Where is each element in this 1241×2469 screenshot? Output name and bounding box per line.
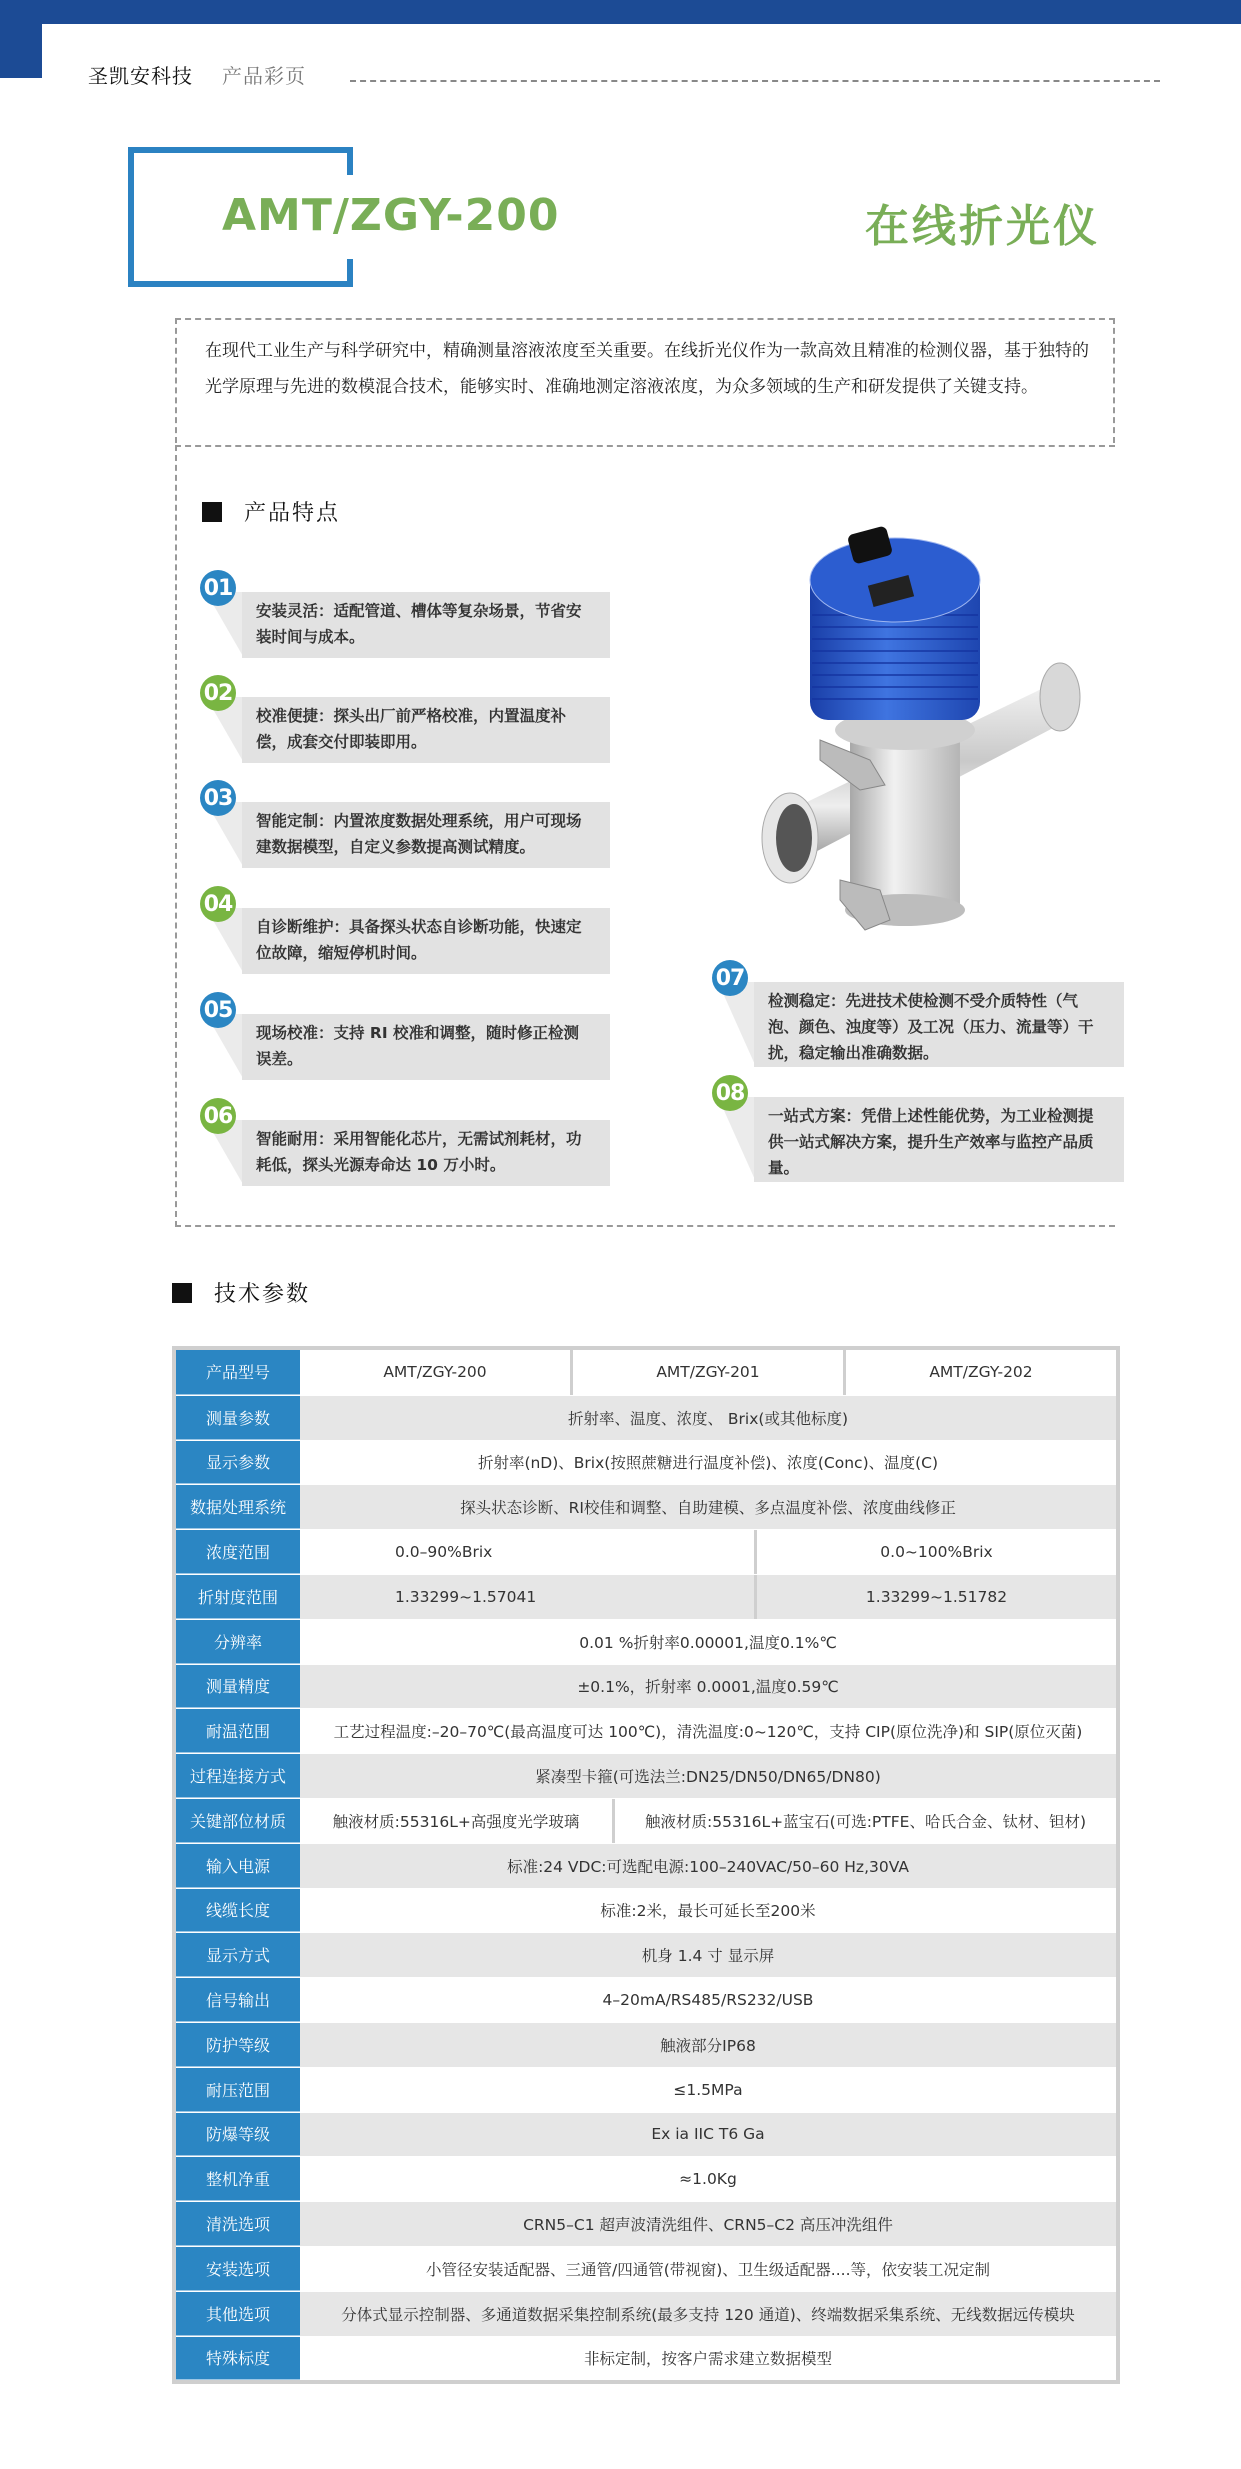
feature-text: 智能耐用：采用智能化芯片，无需试剂耗材，功耗低，探头光源寿命达 10 万小时。 (256, 1130, 582, 1174)
feature-number-badge: 08 (712, 1075, 748, 1111)
spec-values (300, 1889, 1116, 1933)
spec-row (176, 2291, 1116, 2336)
spec-row (176, 1753, 1116, 1798)
brand-name: 圣凯安科技 (88, 64, 193, 88)
spec-label: 浓度范围 (176, 1530, 300, 1574)
spec-row (176, 1619, 1116, 1664)
top-bar-tab (0, 0, 42, 78)
spec-values (300, 1709, 1116, 1753)
spec-value: 触液部分IP68 (660, 2036, 756, 2055)
spec-row (176, 2156, 1116, 2201)
heading-square-icon (172, 1283, 192, 1303)
spec-label: 测量精度 (176, 1665, 300, 1709)
spec-label: 耐压范围 (176, 2068, 300, 2112)
spec-value: CRN5–C1 超声波清洗组件、CRN5–C2 高压冲洗组件 (523, 2216, 893, 2235)
spec-label: 安装选项 (176, 2247, 300, 2291)
specs-heading (172, 1277, 310, 1308)
spec-table (172, 1346, 1120, 2384)
spec-value: AMT/ZGY-201 (570, 1350, 843, 1395)
features-heading-text: 产品特点 (244, 501, 341, 526)
spec-row (176, 2022, 1116, 2067)
spec-value: 紧凑型卡箍(可选法兰:DN25/DN50/DN65/DN80) (535, 1768, 881, 1787)
spec-label: 防护等级 (176, 2023, 300, 2067)
spec-values (300, 1575, 1116, 1619)
spec-row (176, 1977, 1116, 2022)
feature-text: 校准便捷：探头出厂前严格校准，内置温度补偿，成套交付即装即用。 (256, 707, 567, 751)
spec-label: 分辨率 (176, 1620, 300, 1664)
spec-values (300, 2292, 1116, 2336)
spec-values (300, 1530, 1116, 1574)
spec-values (300, 1441, 1116, 1485)
spec-value: 1.33299~1.57041 (395, 1587, 537, 1606)
spec-value: 探头状态诊断、RI校佳和调整、自助建模、多点温度补偿、浓度曲线修正 (460, 1499, 956, 1518)
intro-text: 在现代工业生产与科学研究中，精确测量溶液浓度至关重要。在线折光仪作为一款高效且精准的检测仪器，基于独特的光学原理与先进的数模混合技术，能够实时、准确地测定溶液浓度，为众多领域的生产和研发提供了关键支持。 (205, 341, 1089, 397)
spec-values (300, 1933, 1116, 1977)
spec-label: 关键部位材质 (176, 1799, 300, 1843)
spec-value: 非标定制，按客户需求建立数据模型 (583, 2350, 832, 2369)
spec-label: 显示参数 (176, 1441, 300, 1485)
spec-row (176, 1843, 1116, 1888)
spec-value: 标准:2米，最长可延长至200米 (600, 1902, 816, 1921)
spec-value: 机身 1.4 寸 显示屏 (641, 1947, 775, 1966)
spec-label: 数据处理系统 (176, 1485, 300, 1529)
spec-label: 测量参数 (176, 1396, 300, 1440)
spec-row (176, 1664, 1116, 1709)
spec-value: 触液材质:55316L+高强度光学玻璃 (332, 1812, 580, 1831)
product-name: 在线折光仪 (865, 201, 1100, 252)
spec-label: 特殊标度 (176, 2337, 300, 2381)
spec-value: 4–20mA/RS485/RS232/USB (602, 1991, 814, 2010)
feature-text: 现场校准：支持 RI 校准和调整，随时修正检测误差。 (256, 1024, 579, 1068)
feature-number-badge: 06 (200, 1098, 236, 1134)
spec-value: 触液材质:55316L+蓝宝石(可选:PTFE、哈氏合金、钛材、钽材) (612, 1799, 1116, 1843)
spec-row (176, 2067, 1116, 2112)
spec-row (176, 1574, 1116, 1619)
spec-row (176, 1798, 1116, 1843)
feature-text: 自诊断维护：具备探头状态自诊断功能，快速定位故障，缩短停机时间。 (256, 918, 582, 962)
feature-number-badge: 07 (712, 960, 748, 996)
spec-row (176, 2112, 1116, 2157)
spec-row (176, 1529, 1116, 1574)
feature-number-badge: 05 (200, 992, 236, 1028)
spec-value: 0.01 %折射率0.00001,温度0.1%℃ (579, 1633, 837, 1652)
spec-label: 防爆等级 (176, 2113, 300, 2157)
spec-values (300, 2247, 1116, 2291)
spec-row (176, 2336, 1116, 2381)
spec-label: 信号输出 (176, 1978, 300, 2022)
feature-number-badge: 04 (200, 886, 236, 922)
spec-values (300, 2337, 1116, 2381)
spec-values (300, 1844, 1116, 1888)
spec-values (300, 1665, 1116, 1709)
spec-values (300, 1396, 1116, 1440)
spec-value: 折射率、温度、浓度、 Brix(或其他标度) (567, 1409, 848, 1428)
spec-value: Ex ia IIC T6 Ga (651, 2125, 765, 2144)
spec-label: 产品型号 (176, 1350, 300, 1395)
spec-row (176, 1484, 1116, 1529)
heading-square-icon (202, 502, 222, 522)
spec-row (176, 1350, 1116, 1395)
spec-values (300, 1485, 1116, 1529)
feature-text: 智能定制：内置浓度数据处理系统，用户可现场建数据模型，自定义参数提高测试精度。 (256, 812, 582, 856)
spec-value: ±0.1%，折射率 0.0001,温度0.59℃ (577, 1678, 839, 1697)
spec-value: 分体式显示控制器、多通道数据采集控制系统(最多支持 120 通道)、终端数据采集系统、无线数据远传模块 (341, 2305, 1075, 2324)
spec-value: 0.0~100%Brix (754, 1530, 1116, 1574)
spec-label: 清洗选项 (176, 2202, 300, 2246)
spec-label: 过程连接方式 (176, 1754, 300, 1798)
brochure-label: 产品彩页 (222, 64, 306, 88)
feature-number-badge: 02 (200, 675, 236, 711)
spec-value: AMT/ZGY-200 (383, 1363, 487, 1382)
spec-value: AMT/ZGY-202 (843, 1350, 1116, 1395)
spec-label: 其他选项 (176, 2292, 300, 2336)
header-divider (350, 80, 1160, 82)
spec-label: 耐温范围 (176, 1709, 300, 1753)
spec-value: ≤1.5MPa (673, 2080, 743, 2099)
spec-value: 小管径安装适配器、三通管/四通管(带视窗)、卫生级适配器....等，依安装工况定制 (425, 2260, 991, 2279)
spec-values (300, 1350, 1116, 1395)
spec-row (176, 1395, 1116, 1440)
features-heading (202, 496, 340, 527)
spec-label: 显示方式 (176, 1933, 300, 1977)
spec-label: 输入电源 (176, 1844, 300, 1888)
feature-text: 安装灵活：适配管道、槽体等复杂场景，节省安装时间与成本。 (256, 602, 582, 646)
spec-row (176, 1708, 1116, 1753)
spec-values (300, 1754, 1116, 1798)
spec-label: 整机净重 (176, 2157, 300, 2201)
spec-values (300, 1620, 1116, 1664)
spec-value: ≈1.0Kg (679, 2170, 737, 2189)
feature-number-badge: 03 (200, 780, 236, 816)
spec-values (300, 2068, 1116, 2112)
feature-text: 检测稳定：先进技术使检测不受介质特性（气泡、颜色、浊度等）及工况（压力、流量等）干扰，稳定输出准确数据。 (768, 992, 1094, 1062)
specs-heading-text: 技术参数 (214, 1282, 311, 1307)
spec-row (176, 1888, 1116, 1933)
product-image (760, 525, 1090, 940)
top-bar (0, 0, 1241, 24)
spec-values (300, 2157, 1116, 2201)
spec-values (300, 2202, 1116, 2246)
spec-value: 标准:24 VDC:可选配电源:100–240VAC/50–60 Hz,30VA (507, 1857, 909, 1876)
spec-value: 折射率(nD)、Brix(按照蔗糖进行温度补偿)、浓度(Conc)、温度(C) (477, 1454, 939, 1473)
spec-values (300, 1978, 1116, 2022)
spec-values (300, 1799, 1116, 1843)
spec-values (300, 2113, 1116, 2157)
spec-label: 线缆长度 (176, 1889, 300, 1933)
spec-row (176, 2201, 1116, 2246)
spec-label: 折射度范围 (176, 1575, 300, 1619)
spec-value: 1.33299~1.51782 (754, 1575, 1116, 1619)
spec-value: 工艺过程温度:–20–70℃(最高温度可达 100℃)，清洗温度:0~120℃，支持 CIP(原位洗净)和 SIP(原位灭菌) (333, 1723, 1083, 1742)
feature-text: 一站式方案：凭借上述性能优势，为工业检测提供一站式解决方案，提升生产效率与监控产品质量。 (768, 1107, 1094, 1177)
model-title: AMT/ZGY-200 (222, 190, 560, 241)
spec-row (176, 1932, 1116, 1977)
feature-number-badge: 01 (200, 570, 236, 606)
spec-value: 0.0–90%Brix (395, 1543, 493, 1562)
spec-row (176, 1440, 1116, 1485)
spec-row (176, 2246, 1116, 2291)
spec-values (300, 2023, 1116, 2067)
